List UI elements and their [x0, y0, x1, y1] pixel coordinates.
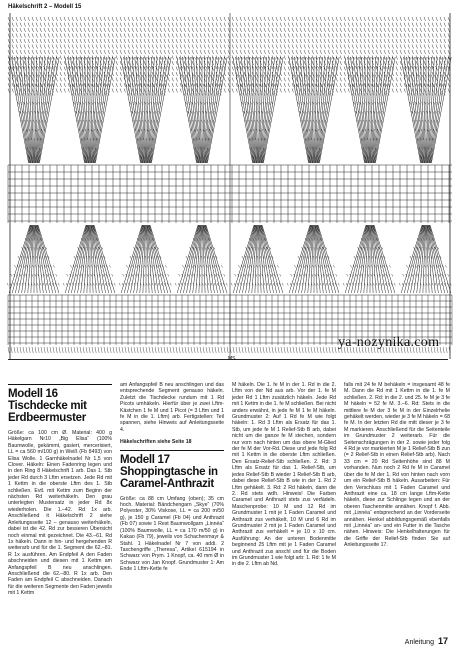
footer-label: Anleitung	[404, 639, 434, 646]
instructions-area	[8, 380, 454, 642]
watermark-text: ya-nozynika.com	[338, 335, 440, 350]
pattern-repeat-label: MS	[228, 356, 236, 362]
model-16-instructions: Größe: ca 100 cm Ø. Material: 400 g Häkelgarn Nr10 „Big Elisa“ (100% Baumwolle, gekämmt, gasiert, mercerisiert, LL = ca 560 m/100 g) in Weiß (Fb 8493) von Elisa Wolle. 1 Garnhäkelnadel Nr 1,5 von Clover. Häkeln: Einen Fadenring legen und in den Ring 8 Häkelschrift 1 arb. Das 1. Stb jeder Rd durch 3 Lftm ersetzen. Jede Rd mit 1 Kettm in die oberste Lftm des 1. Stb schließen. Evtl. mit Kettm zum Beginn der nächsten Rd weiterhäkeln. Den grau unterlegten Mustersatz in jeder Rd 8x wiederholen. Die 1.–42. Rd 1x arb. Anschließend it Häkelschrift 2 siehe Anleitungsseite 12 – genauso weiterhäkeln, dabei ist die 42. Rd zur besseren Übersicht noch einmal mit gezeichnet. Die 43.–61. Rd 1x häkeln. Dann in hin- und hergehenden R weiterarb und für die 1. Segment die 62.–81. R 1x ausführen. Am Endpfeil A den Faden abschneiden und diesen mit 1 Kettm am Anfangspfeil B neu anschlingen. Anschließend die 62.–80. R 1x arb. Den Faden am Endpfeil C abschneiden. Danach für die weiteren Segmente den Faden jeweils mit 1 Kettm	[8, 430, 112, 597]
model-17-instructions: Größe: ca 88 cm Umfang (oben); 35 cm hoch. Material: Bändchengarn „Skye“ (70% Polyester, 30% Viskose, LL = ca 200 m/50 g), je 150 g Caramel (Fb 04) und Anthrazit (Fb 07) sowie 1 Rest Baumwollgarn „Linnéa“ (100% Baumwolle, LL = ca 170 m/50 g) in Kakao (Fb 79), jeweils von Schachenmayr & Stahl. 1 Häkelnadel Nr 7 von addi. 2 Taschengriffe „Theresa“, Artikel 615194 in Schwarz von Prym. 1 Knopf, ca. 40 mm Ø in Schwarz von Jan Knopf. Grundmuster 1: Am Ende 1 Lftm-Kette fe	[120, 495, 224, 573]
model-17-title-line-2: Shoppingtasche in	[120, 465, 218, 478]
page-number: 17	[437, 636, 448, 646]
model-16-title	[8, 384, 112, 424]
crochet-chart	[6, 13, 454, 363]
chart-reference-note: Häkelschriften siehe Seite 18	[120, 439, 192, 446]
page-header-label: Häkelschrift 2 – Modell 15	[8, 4, 82, 10]
model-17-title	[120, 450, 224, 490]
model-16-title-line-1: Modell 16	[8, 388, 58, 400]
model-17-title-line-1: Modell 17	[120, 453, 170, 466]
page-footer	[405, 636, 448, 646]
instruction-column-1	[8, 380, 112, 635]
model-16-title-line-3: Erdbeermuster	[8, 412, 86, 424]
model-17-instructions-end: falls mit 24 fe M behäkeln = insgesamt 48 fe M. Dann die Rd mit 1 Kettm in die 1. fe M schließen. 2. Rd: in die 2. und 25. fe M je 3 fe M häkeln = 52 fe M. 3.–6. Rd: Stets in die mittlere fe M der 3 fe M in der Einzelrhelie gehäkelt werden, wieder je 3 fe M häkeln = 68 fe M. In der letzten Rd die mitt dieser je 3 fe M markieren. Anschließend für die Seitenteile im Grundmuster 2 weiterarb. Für die Seitenschrägungen in der 2. sowie jeder folg 4 Rd je vor markierten M je 1 Relief-Stb B zun (= 2 Relief-Stb in einen Relief-Stb arb). Nach 33 cm = 20 Rd Seitenhöhe sind 88 M vorhanden. Nun noch 2 Rd fe M in Caramel über die fe M der 1. Rd von hinten nach vorn um ein Relief-Stb B häkeln. Ausarbeiten: Für den Verschluss mit 1 Faden Caramel und Anthrazit eine ca. 18 cm lange Lftm-Kette häkeln, diese zur Schlinge legen und an der oberen Taschenmitte annähen. Knopf f. Abb. mit „Linnéa“ entsprechend an der Vorderseite annähen. Henkel abbildungsgemäß ebenfalls mit „Linnéa“ an- und ein Futter in die Tasche nähen. Hinweis: Die Henkelhalterungen für die Griffe der Relief-Stb finden Sie auf Anleitungsseite 17.	[344, 382, 450, 549]
instruction-column-4	[344, 380, 450, 635]
crochet-chart-drawing	[6, 13, 454, 363]
model-17-title-line-3: Caramel-Anthrazit	[120, 477, 214, 490]
model-17-instructions-continued: M häkeln. Die 1. fe M in der 1. Rd in die 2. Lftm von der Nd aus arb. Vor der 1. fe M jeder Rd 1 Lftm zusätzlich häkeln. Jede Rd mit 1 Kettm in die 1. fe M schließen. Bei nicht anders erwähnt, in jede fe M 1 fe M häkeln. Grundmuster 2: Auf 1 Rd fe M wie folgt häkeln: 1. Rd 3 Lftm als Ersatz für das 1. Stb, um jede fe M 1 Relief-Stb B arb, dabei nicht um die ganze fe M stechen, sondern nur vorn nach hinten um das obere M-Glied der fe M der Vor-Rd. Diese und jede folg Rd mit 1 Kettm in die oberste Lftm schließen. Den Ersatz-Relief-Stb schließen. 2. Rd: 3 Lftm als Ersatz für das 1. Relief-Stb, um jedes Relief-Stb B wieder 1 Relief-Stb B arb, dabei diese Relief-Stb B wie in der 1. Rd 2 Lftm gehäkelt. 3. Rd: 2 Rd häkeln, dann die 2. Rd stets wdh. Hinweis! Die Farben Caramel und Anthrazit stets zus verfädeln. Maschenprobe: 10 M und 12 Rd im Grundmuster 1 mit je 1 Faden Caramel und Anthrazit zus verhäkelt, 10 M und 6 Rd im Grundmuster 2 mit je 1 Faden Caramel und Anthrazit zus verhäkelt = je 10 x 10 cm. Ausführung: An der unteren Bodenmitte beginnend 25 Lftm mit je 1 Faden Caramel und Anthrazit zus anschl und für die Boden im Grundmuster 1 wie folgt arb: 1. Rd: 1 fe M in die 2. Lftm ab Nd.	[232, 382, 336, 568]
model-16-instructions-continued: am Anfangspfeil B neu anschlingen und das entsprechende Segment genauso häkeln. Zuletzt die Tischdecke rundum mit 1 Rd Picots umhäkeln. Hierfür über je zwei Lftm-Kästchen 1 fe M und 1 Picot (= 3 Lftm und 1 fe M in die 1. Lftm) arb. Fertigstellen: Teil spannen, siehe Hinweis auf Anleitungsseite 4.	[120, 382, 224, 433]
instruction-column-2	[120, 380, 224, 635]
model-16-title-line-2: Tischdecke mit	[8, 400, 87, 412]
instruction-column-3	[232, 380, 336, 635]
